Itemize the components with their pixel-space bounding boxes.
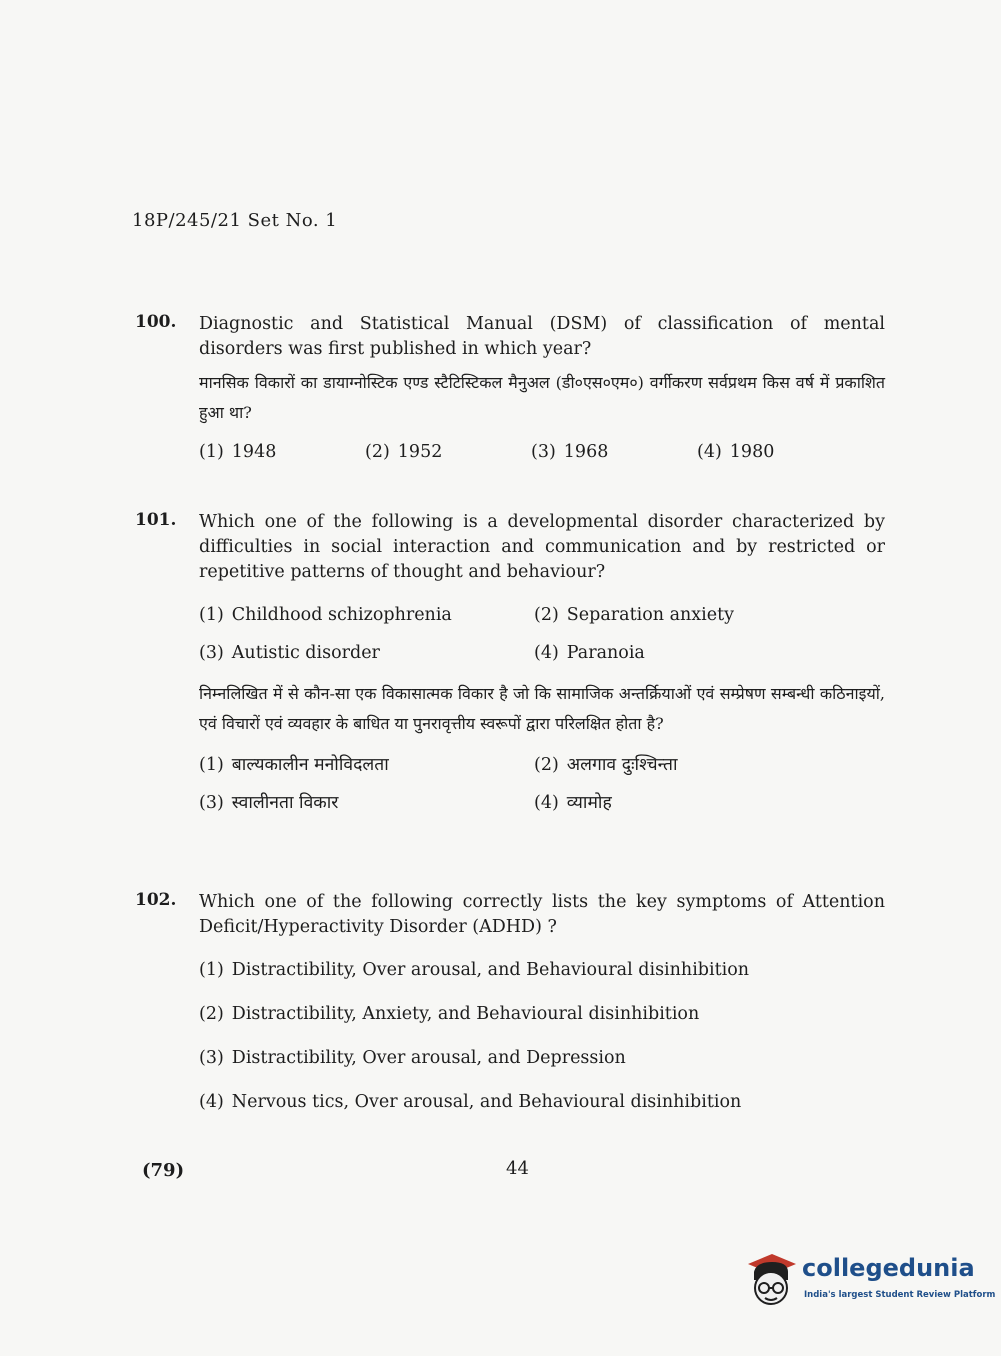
booklet-code: (79) — [142, 1160, 185, 1181]
option-4: (4) Paranoia — [534, 643, 645, 663]
question-number: 101. — [135, 510, 177, 530]
option-1: (1) Childhood schizophrenia — [199, 605, 452, 625]
option-4: (4) 1980 — [697, 442, 775, 462]
option-1: (1) बाल्यकालीन मनोविदलता — [199, 755, 389, 775]
option-3: (3) स्वालीनता विकार — [199, 793, 339, 813]
option-1: (1) 1948 — [199, 442, 277, 462]
options-list — [199, 440, 885, 464]
page-number: 44 — [506, 1158, 529, 1179]
question-text-hindi: निम्नलिखित में से कौन-सा एक विकासात्मक विकार है जो कि सामाजिक अन्तर्क्रियाओं एवं सम्प्रेषण सम्बन्धी कठिनाइयों, एवं विचारों एवं व्यवहार के बाधित या पुनरावृत्तीय स्वरूपों द्वारा परिलक्षित होता है? — [199, 684, 885, 733]
question-text-english: Which one of the following correctly lists the key symptoms of Attention Deficit/Hyperactivity Disorder (ADHD) ? — [199, 892, 885, 937]
question-100 — [135, 312, 885, 464]
option-4: (4) व्यामोह — [534, 793, 612, 813]
question-text-english: Which one of the following is a developmental disorder characterized by difficulties in social interaction and communication and by restricted or repetitive patterns of thought and behaviour? — [199, 512, 885, 582]
options-list-hindi — [199, 753, 885, 815]
set-info-header: 18P/245/21 Set No. 1 — [132, 210, 338, 231]
option-3: (3) Distractibility, Over arousal, and Depression — [199, 1048, 626, 1068]
question-101 — [135, 510, 885, 815]
option-2: (2) Separation anxiety — [534, 605, 735, 625]
question-number: 100. — [135, 312, 177, 332]
options-list — [199, 958, 885, 1114]
option-2: (2) Distractibility, Anxiety, and Behavioural disinhibition — [199, 1004, 700, 1024]
option-3: (3) Autistic disorder — [199, 643, 380, 663]
option-3: (3) 1968 — [531, 442, 609, 462]
option-1: (1) Distractibility, Over arousal, and Behavioural disinhibition — [199, 960, 750, 980]
option-4: (4) Nervous tics, Over arousal, and Behavioural disinhibition — [199, 1092, 742, 1112]
mascot-icon — [742, 1250, 800, 1310]
question-text-hindi: मानसिक विकारों का डायाग्नोस्टिक एण्ड स्टैटिस्टिकल मैनुअल (डी०एस०एम०) वर्गीकरण सर्वप्रथम किस वर्ष में प्रकाशित हुआ था? — [199, 373, 885, 422]
logo-name: collegedunia — [802, 1254, 975, 1282]
question-number: 102. — [135, 890, 177, 910]
logo-tagline: India's largest Student Review Platform — [804, 1290, 996, 1300]
collegedunia-logo — [742, 1250, 996, 1312]
options-list-english — [199, 603, 885, 665]
question-text-english: Diagnostic and Statistical Manual (DSM) of classification of mental disorders was first published in which year? — [199, 314, 885, 359]
option-2: (2) 1952 — [365, 442, 443, 462]
question-102 — [135, 890, 885, 1114]
option-2: (2) अलगाव दुःश्चिन्ता — [534, 755, 678, 775]
